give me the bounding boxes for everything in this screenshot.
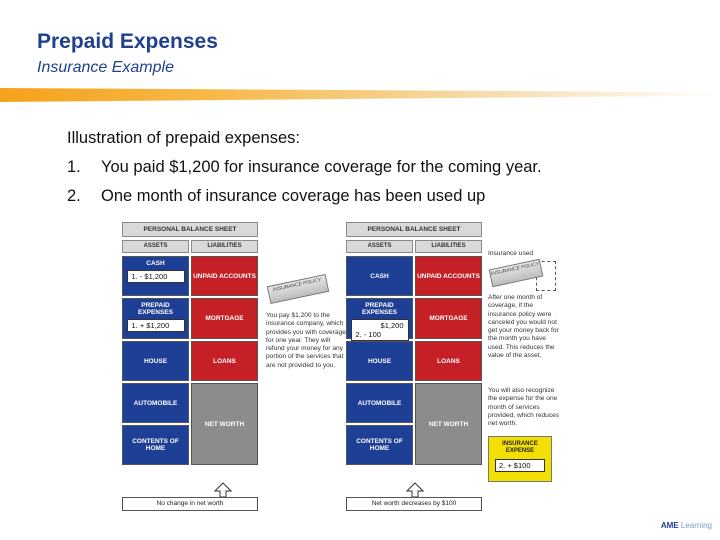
liabilities-header: LIABILITIES [415, 240, 482, 253]
net-worth-block: NET WORTH [191, 383, 258, 465]
prepaid-expenses-block: PREPAID EXPENSES 1. + $1,200 [122, 298, 189, 339]
mortgage-block: MORTGAGE [415, 298, 482, 339]
intro-point-1: 1. You paid $1,200 for insurance coverage for the coming year. [67, 158, 542, 176]
page-title: Prepaid Expenses [37, 30, 218, 53]
arrow-up-icon [214, 482, 232, 498]
insurance-expense-box [488, 436, 552, 482]
logo-brand: AME [660, 521, 679, 530]
sheet-header: PERSONAL BALANCE SHEET [346, 222, 482, 237]
house-block: HOUSE [122, 341, 189, 381]
middle-note: You pay $1,200 to the insurance company, which provides you with coverage for one year. They will refund your money for any portion of the services that are not provided to you. [266, 312, 346, 369]
automobile-block: AUTOMOBILE [346, 383, 413, 423]
loans-block: LOANS [191, 341, 258, 381]
left-footer: No change in net worth [122, 497, 258, 511]
assets-header: ASSETS [346, 240, 413, 253]
loans-block: LOANS [415, 341, 482, 381]
contents-block: CONTENTS OF HOME [122, 425, 189, 465]
insurance-policy-icon: INSURANCE POLICY [267, 274, 329, 304]
unpaid-accounts-block: UNPAID ACCOUNTS [415, 256, 482, 296]
insurance-used-label: Insurance used [488, 250, 534, 257]
recognize-note: You will also recognize the expense for the one month of services provided, which reduces net worth. [488, 387, 560, 428]
insurance-expense-title: INSURANCE EXPENSE [502, 441, 538, 454]
prepaid-change: 2. - 100 [355, 330, 381, 339]
prepaid-value-box [351, 319, 409, 341]
logo-suffix: Learning [680, 521, 712, 530]
right-footer: Net worth decreases by $100 [346, 497, 482, 511]
balance-sheet-before [122, 222, 258, 465]
unpaid-accounts-block: UNPAID ACCOUNTS [191, 256, 258, 296]
automobile-block: AUTOMOBILE [122, 383, 189, 423]
intro-heading: Illustration of prepaid expenses: [67, 129, 300, 147]
balance-sheet-after [346, 222, 482, 465]
intro-text [67, 124, 542, 211]
insurance-expense-value: 2. + $100 [495, 459, 545, 472]
mortgage-block: MORTGAGE [191, 298, 258, 339]
contents-block: CONTENTS OF HOME [346, 425, 413, 465]
cash-change: 1. - $1,200 [127, 270, 185, 283]
brand-logo [661, 521, 712, 530]
cash-block: CASH [346, 256, 413, 296]
prepaid-value: $1,200 [380, 321, 404, 330]
prepaid-change: 1. + $1,200 [127, 319, 185, 332]
intro-point-2: 2. One month of insurance coverage has been used up [67, 187, 486, 205]
cash-block: CASH 1. - $1,200 [122, 256, 189, 296]
insurance-policy-icon: INSURANCE POLICY [489, 259, 544, 287]
arrow-up-icon [406, 482, 424, 498]
liabilities-header: LIABILITIES [191, 240, 258, 253]
after-month-note: After one month of coverage, if the insurance policy were canceled you would not get your money back for the month you have used. This reduces the value of the asset. [488, 294, 559, 360]
net-worth-block: NET WORTH [415, 383, 482, 465]
house-block: HOUSE [346, 341, 413, 381]
page-subtitle: Insurance Example [37, 59, 174, 76]
sheet-header: PERSONAL BALANCE SHEET [122, 222, 258, 237]
header-accent-bar [0, 88, 720, 102]
assets-header: ASSETS [122, 240, 189, 253]
prepaid-expenses-block: PREPAID EXPENSES $1,200 2. - 100 [346, 298, 413, 339]
